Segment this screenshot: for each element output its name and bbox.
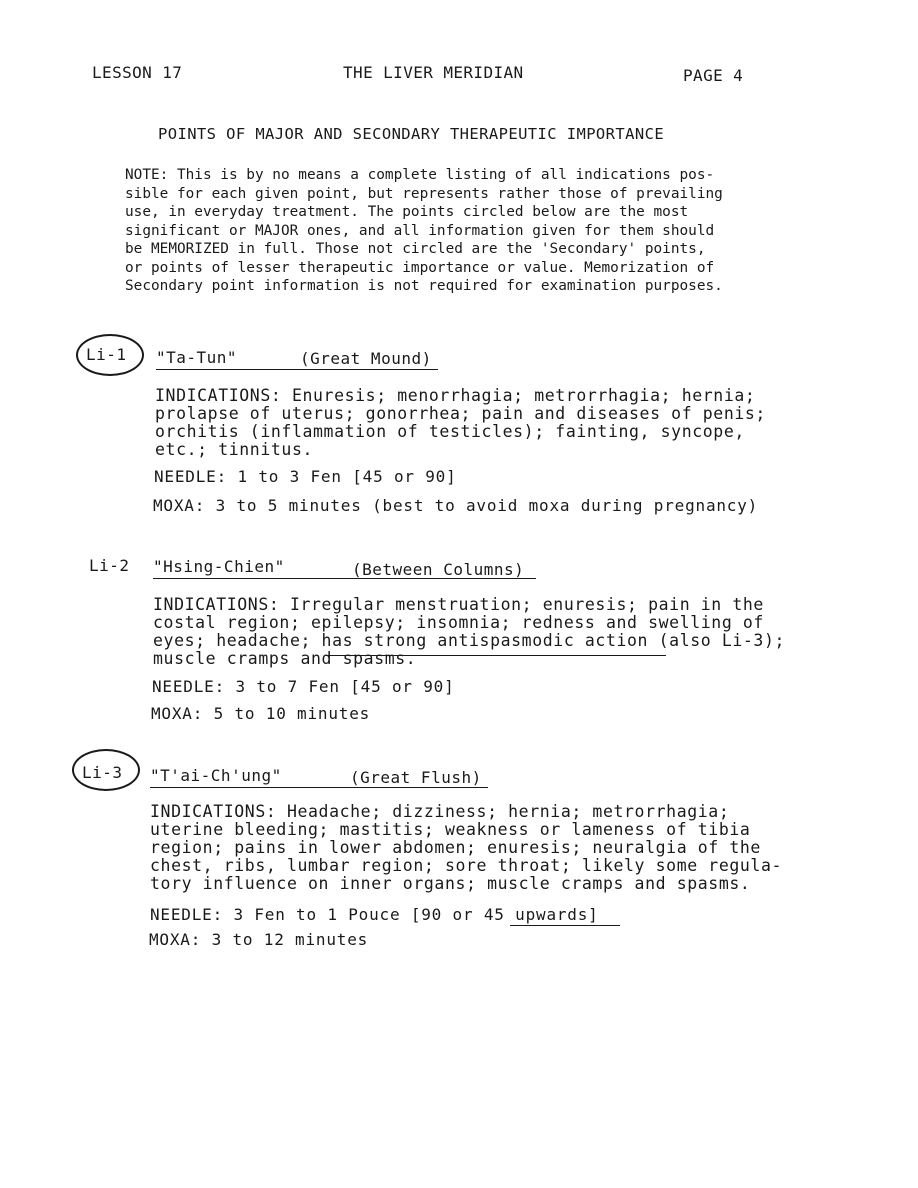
indication-line: eyes; headache; has strong antispasmodic action (also Li-3); <box>153 631 786 650</box>
emphasis-underline <box>326 655 666 656</box>
point-translation: (Between Columns) <box>352 560 525 579</box>
indication-line: costal region; epilepsy; insomnia; redness and swelling of <box>153 613 764 632</box>
section-title: POINTS OF MAJOR AND SECONDARY THERAPEUTIC IMPORTANCE <box>158 125 665 143</box>
title-underline <box>156 369 438 370</box>
moxa-info: MOXA: 3 to 5 minutes (best to avoid moxa during pregnancy) <box>153 496 759 515</box>
indication-line: INDICATIONS: Enuresis; menorrhagia; metrorrhagia; hernia; <box>155 386 756 405</box>
needle-info: NEEDLE: 3 Fen to 1 Pouce [90 or 45 upwards] <box>150 905 599 924</box>
indication-line: chest, ribs, lumbar region; sore throat; likely some regula- <box>150 856 783 875</box>
point-code: Li-2 <box>89 556 130 575</box>
indication-line: uterine bleeding; mastitis; weakness or lameness of tibia <box>150 820 751 839</box>
indication-line: tory influence on inner organs; muscle cramps and spasms. <box>150 874 751 893</box>
point-name: "T'ai-Ch'ung" <box>150 766 282 785</box>
indications-block <box>155 387 766 459</box>
title-underline <box>150 787 488 788</box>
note-line: be MEMORIZED in full. Those not circled are the 'Secondary' points, <box>125 241 706 257</box>
indication-line: INDICATIONS: Irregular menstruation; enuresis; pain in the <box>153 595 764 614</box>
moxa-info: MOXA: 3 to 12 minutes <box>149 930 369 949</box>
point-code: Li-3 <box>82 763 123 782</box>
point-translation: (Great Mound) <box>300 349 432 368</box>
note-line: use, in everyday treatment. The points circled below are the most <box>125 204 689 220</box>
indication-line: orchitis (inflammation of testicles); fainting, syncope, <box>155 422 745 441</box>
point-name: "Ta-Tun" <box>156 348 238 367</box>
indication-line: INDICATIONS: Headache; dizziness; hernia; metrorrhagia; <box>150 802 730 821</box>
indications-block <box>153 596 785 668</box>
moxa-info: MOXA: 5 to 10 minutes <box>151 704 371 723</box>
point-code: Li-1 <box>86 345 127 364</box>
note-line: Secondary point information is not required for examination purposes. <box>125 278 723 294</box>
indication-line: muscle cramps and spasms. <box>153 649 417 668</box>
note-line: NOTE: This is by no means a complete listing of all indications pos- <box>125 167 715 183</box>
emphasis-underline <box>510 925 620 926</box>
indications-block <box>150 803 782 893</box>
indication-line: region; pains in lower abdomen; enuresis; neuralgia of the <box>150 838 761 857</box>
note-line: significant or MAJOR ones, and all information given for them should <box>125 222 715 239</box>
indication-line: prolapse of uterus; gonorrhea; pain and diseases of penis; <box>155 404 766 423</box>
page-title: THE LIVER MERIDIAN <box>343 63 524 82</box>
needle-info: NEEDLE: 3 to 7 Fen [45 or 90] <box>152 677 455 696</box>
note-block <box>125 166 723 296</box>
indication-line: etc.; tinnitus. <box>155 440 314 459</box>
point-name: "Hsing-Chien" <box>153 557 285 576</box>
title-underline <box>153 578 536 579</box>
page-number: PAGE 4 <box>683 66 744 85</box>
note-line: sible for each given point, but represents rather those of prevailing <box>125 185 723 202</box>
lesson-number: LESSON 17 <box>92 63 183 82</box>
point-translation: (Great Flush) <box>350 768 482 787</box>
note-line: or points of lesser therapeutic importance or value. Memorization of <box>125 259 715 276</box>
needle-info: NEEDLE: 1 to 3 Fen [45 or 90] <box>154 467 457 486</box>
